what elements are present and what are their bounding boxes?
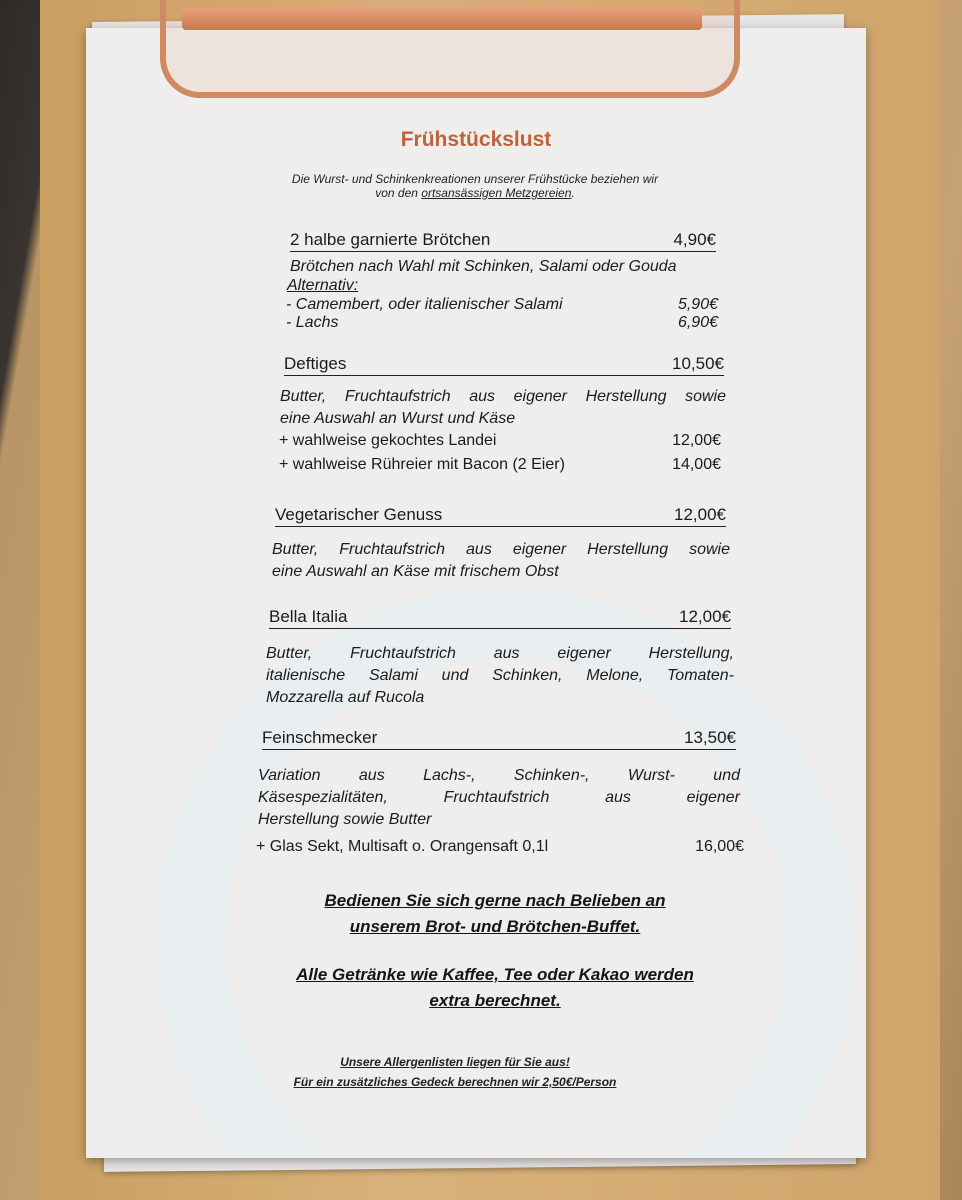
- item-deftiges: Deftiges 10,50€: [284, 354, 724, 376]
- item-bella-italia: Bella Italia 12,00€: [269, 607, 731, 629]
- item-vegetarisch: Vegetarischer Genuss 12,00€: [275, 505, 726, 527]
- option-row: + wahlweise gekochtes Landei 12,00€: [279, 432, 721, 449]
- option-row: + Glas Sekt, Multisaft o. Orangensaft 0,1l 16,00€: [256, 838, 744, 855]
- item-feinschmecker: Feinschmecker 13,50€: [262, 728, 736, 750]
- item-feinschmecker-desc: Variation aus Lachs-, Schinken-, Wurst- und Käsespezialitäten, Fruchtaufstrich aus eigener Herstellung sowie Butter: [258, 767, 740, 828]
- alt-label: Alternativ:: [287, 277, 359, 294]
- butcher-link-text: ortsansässigen Metzgereien: [421, 186, 572, 200]
- item-deftiges-desc: Butter, Fruchtaufstrich aus eigener Herstellung sowie eine Auswahl an Wurst und Käse: [280, 388, 726, 427]
- allergen-note: Unsere Allergenlisten liegen für Sie aus! Für ein zusätzliches Gedeck berechnen wir 2,50€/Person: [293, 1055, 617, 1089]
- intro-text: Die Wurst- und Schinkenkreationen unserer Frühstücke beziehen wir von den ortsansässigen Metzgereien.: [291, 172, 659, 200]
- menu-title: Frühstückslust: [400, 128, 552, 151]
- item-vegetarisch-desc: Butter, Fruchtaufstrich aus eigener Herstellung sowie eine Auswahl an Käse mit frischem Obst: [272, 541, 730, 580]
- option-row: - Lachs 6,90€: [286, 314, 718, 331]
- clip-bar: [182, 8, 702, 30]
- item-broetchen-desc: Brötchen nach Wahl mit Schinken, Salami oder Gouda: [290, 258, 677, 275]
- drinks-note: Alle Getränke wie Kaffee, Tee oder Kakao werden extra berechnet.: [296, 965, 694, 1010]
- option-row: + wahlweise Rühreier mit Bacon (2 Eier) 14,00€: [279, 456, 721, 473]
- buffet-note: Bedienen Sie sich gerne nach Belieben an unserem Brot- und Brötchen-Buffet.: [324, 891, 666, 936]
- item-broetchen: 2 halbe garnierte Brötchen 4,90€: [290, 230, 716, 252]
- option-row: - Camembert, oder italienischer Salami 5,90€: [286, 296, 718, 313]
- item-bella-italia-desc: Butter, Fruchtaufstrich aus eigener Herstellung, italienische Salami und Schinken, Melone, Tomaten- Mozzarella auf Rucola: [266, 645, 734, 706]
